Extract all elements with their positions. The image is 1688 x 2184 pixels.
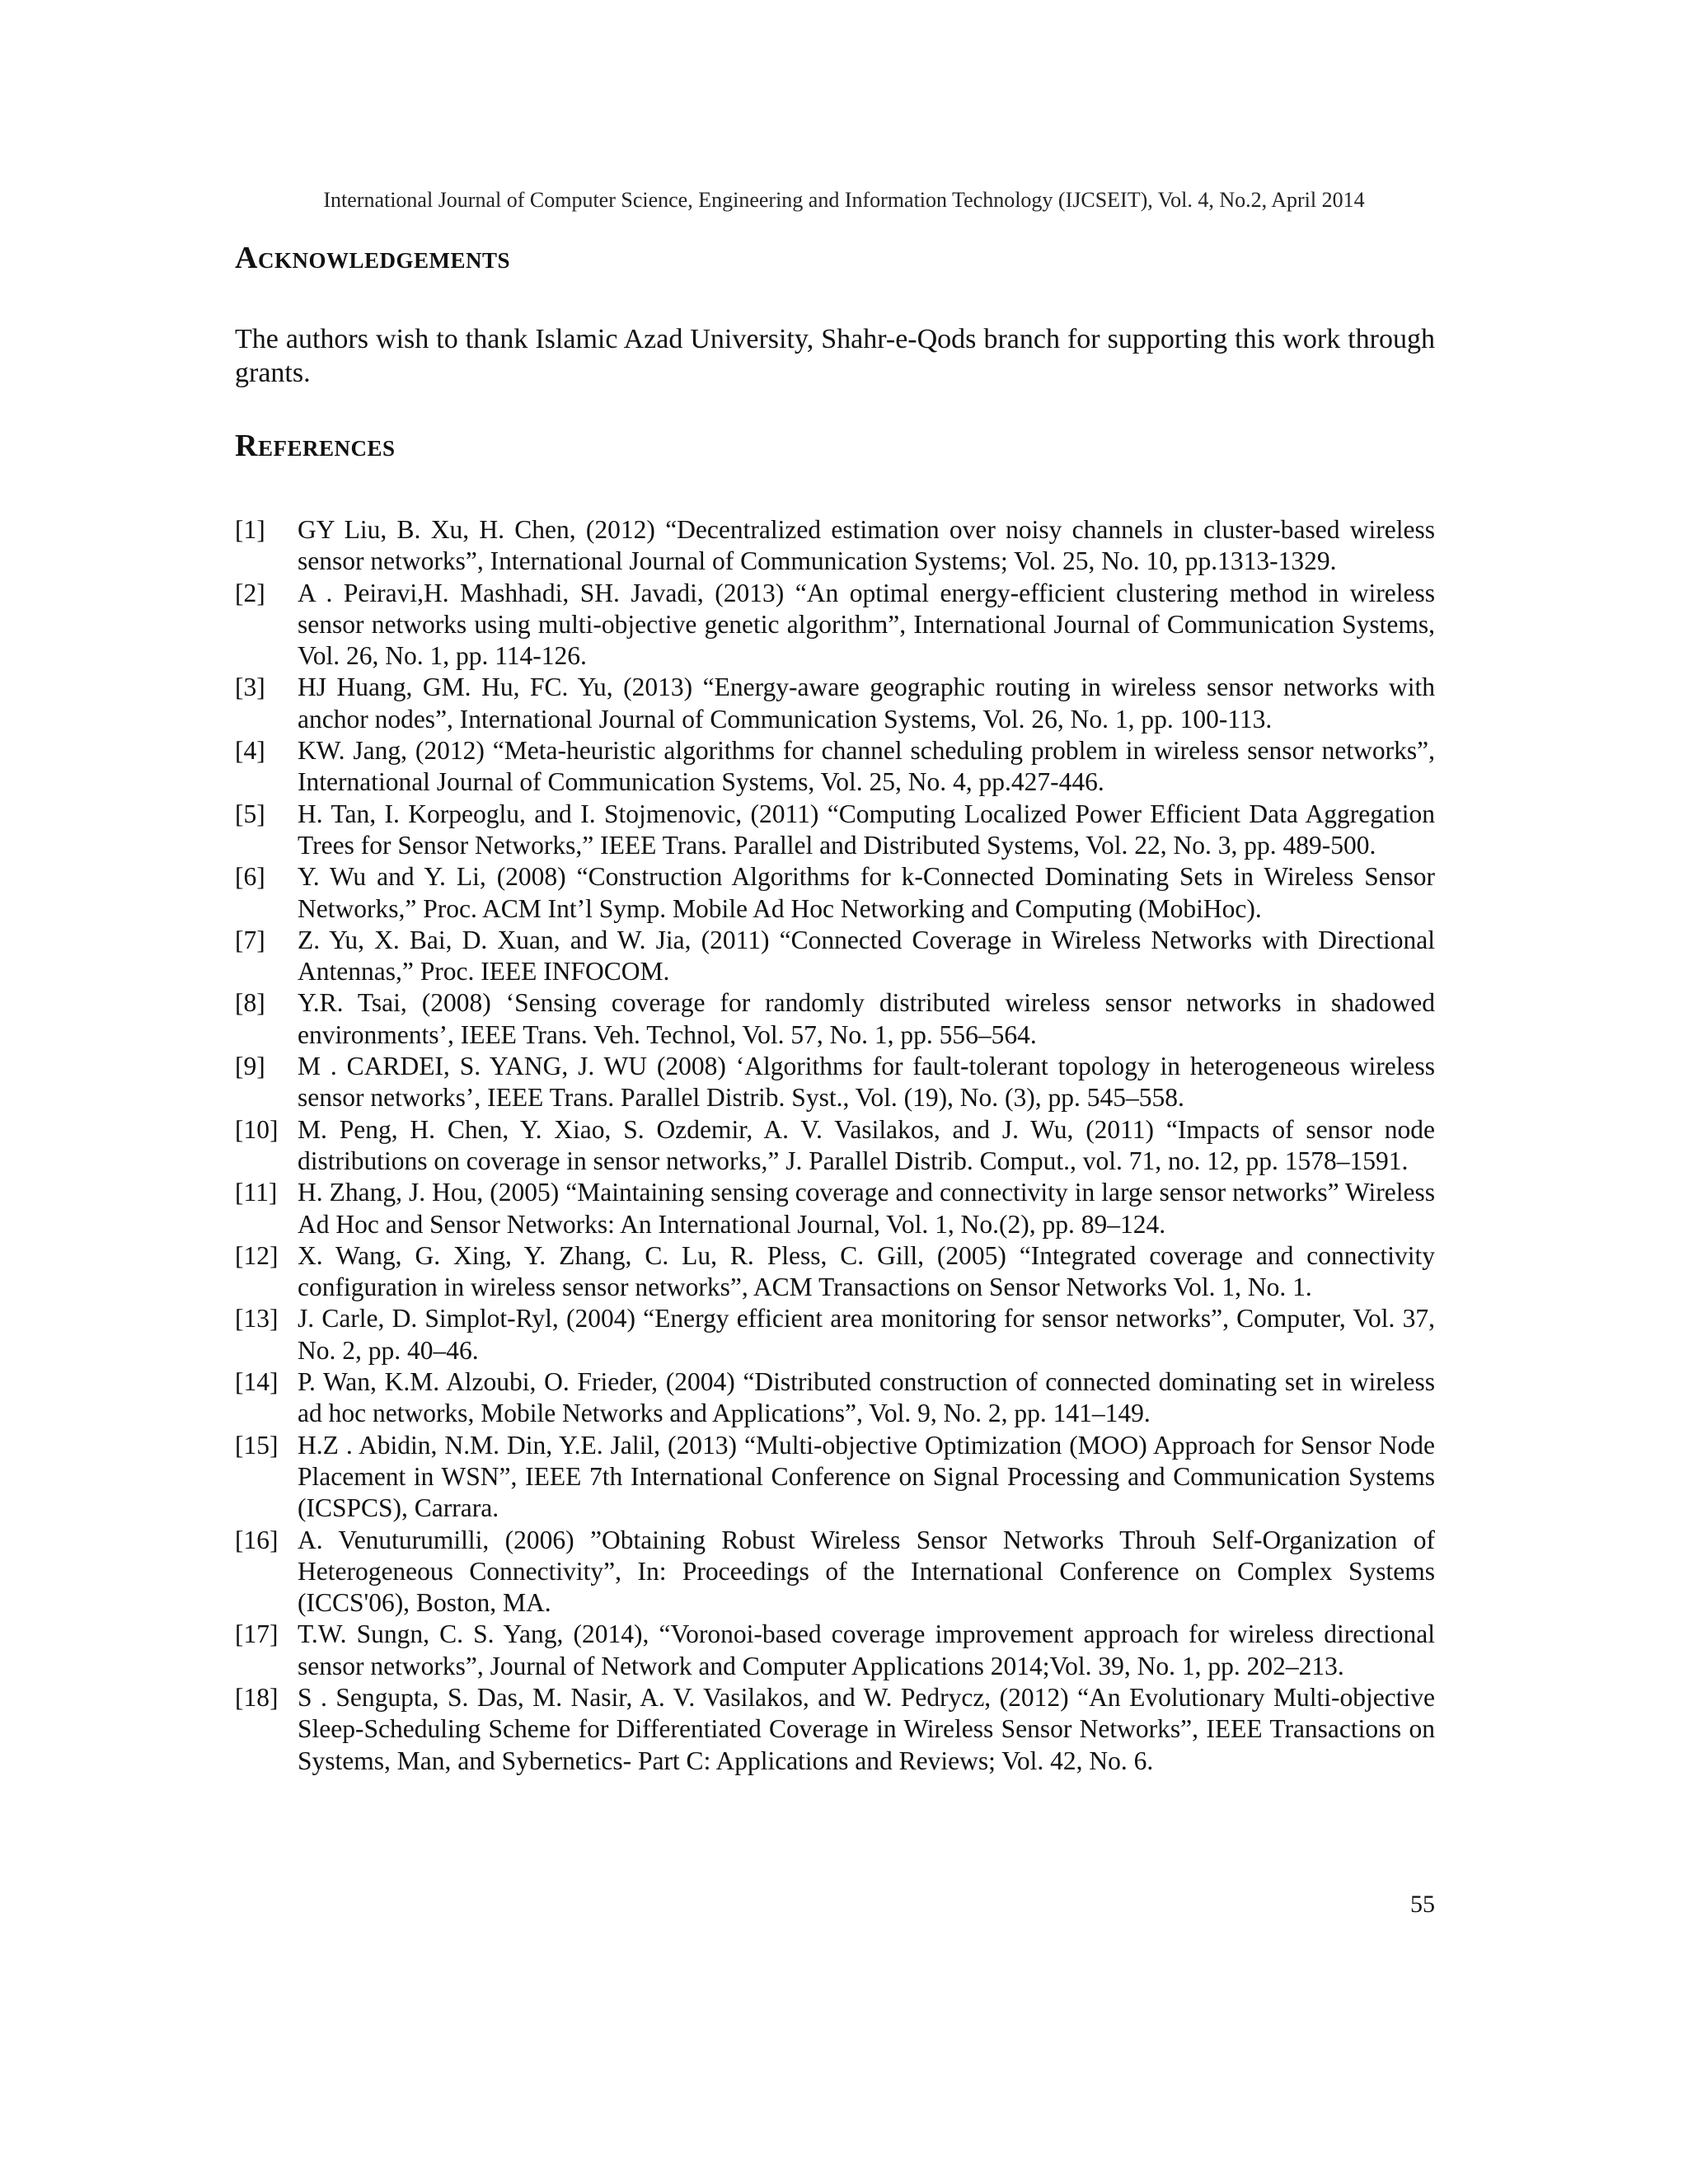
reference-text: X. Wang, G. Xing, Y. Zhang, C. Lu, R. Pless, C. Gill, (2005) “Integrated coverage and connectivity configuration in wireless sensor networks”, ACM Transactions on Sensor Networks Vol. 1, No. 1. bbox=[298, 1240, 1435, 1302]
reference-number: [1] bbox=[235, 515, 265, 544]
reference-number: [16] bbox=[235, 1525, 279, 1554]
reference-text: A. Venuturumilli, (2006) ”Obtaining Robust Wireless Sensor Networks Throuh Self-Organization of Heterogeneous Connectivity”, In: Proceedings of the International Conference on Complex Systems (ICCS'06), Boston, MA. bbox=[298, 1525, 1435, 1618]
reference-text: Y.R. Tsai, (2008) ‘Sensing coverage for randomly distributed wireless sensor networks in shadowed environments’, IEEE Trans. Veh. Technol, Vol. 57, No. 1, pp. 556–564. bbox=[298, 988, 1435, 1049]
references-heading: References bbox=[235, 429, 396, 463]
reference-number: [13] bbox=[235, 1304, 279, 1333]
reference-number: [18] bbox=[235, 1682, 279, 1712]
reference-number: [8] bbox=[235, 988, 265, 1018]
reference-item bbox=[235, 1366, 1435, 1430]
reference-number: [7] bbox=[235, 925, 265, 954]
reference-text: Z. Yu, X. Bai, D. Xuan, and W. Jia, (2011) “Connected Coverage in Wireless Networks with Directional Antennas,” Proc. IEEE INFOCOM. bbox=[298, 925, 1435, 987]
reference-text: M . CARDEI, S. YANG, J. WU (2008) ‘Algorithms for fault-tolerant topology in heterogeneous wireless sensor networks’, IEEE Trans. Parallel Distrib. Syst., Vol. (19), No. (3), pp. 545–558. bbox=[298, 1052, 1435, 1113]
reference-number: [3] bbox=[235, 673, 265, 702]
reference-number: [5] bbox=[235, 799, 265, 828]
reference-item bbox=[235, 1430, 1435, 1525]
reference-text: H. Tan, I. Korpeoglu, and I. Stojmenovic, (2011) “Computing Localized Power Efficient Data Aggregation Trees for Sensor Networks,” IEEE Trans. Parallel and Distributed Systems, Vol. 22, No. 3, pp. 489-500. bbox=[298, 799, 1435, 860]
reference-text: H. Zhang, J. Hou, (2005) “Maintaining sensing coverage and connectivity in large sensor networks” Wireless Ad Hoc and Sensor Networks: An International Journal, Vol. 1, No.(2), pp. 89–124. bbox=[298, 1178, 1435, 1239]
reference-number: [11] bbox=[235, 1178, 278, 1207]
reference-text: KW. Jang, (2012) “Meta-heuristic algorithms for channel scheduling problem in wireless sensor networks”, International Journal of Communication Systems, Vol. 25, No. 4, pp.427-446. bbox=[298, 736, 1435, 797]
reference-text: J. Carle, D. Simplot-Ryl, (2004) “Energy efficient area monitoring for sensor networks”, Computer, Vol. 37, No. 2, pp. 40–46. bbox=[298, 1304, 1435, 1365]
reference-number: [4] bbox=[235, 736, 265, 766]
reference-text: P. Wan, K.M. Alzoubi, O. Frieder, (2004) “Distributed construction of connected dominating set in wireless ad hoc networks, Mobile Networks and Applications”, Vol. 9, No. 2, pp. 141–149. bbox=[298, 1367, 1435, 1428]
reference-number: [6] bbox=[235, 862, 265, 892]
reference-item bbox=[235, 1619, 1435, 1682]
reference-item bbox=[235, 799, 1435, 862]
page-number: 55 bbox=[1410, 1891, 1435, 1918]
reference-item bbox=[235, 1682, 1435, 1777]
reference-text: Y. Wu and Y. Li, (2008) “Construction Algorithms for k-Connected Dominating Sets in Wireless Sensor Networks,” Proc. ACM Int’l Symp. Mobile Ad Hoc Networking and Computing (MobiHoc). bbox=[298, 862, 1435, 923]
reference-item bbox=[235, 672, 1435, 735]
reference-text: M. Peng, H. Chen, Y. Xiao, S. Ozdemir, A. V. Vasilakos, and J. Wu, (2011) “Impacts of sensor node distributions on coverage in sensor networks,” J. Parallel Distrib. Comput., vol. 71, no. 12, pp. 1578–1591. bbox=[298, 1114, 1435, 1175]
reference-item bbox=[235, 1240, 1435, 1304]
reference-item bbox=[235, 925, 1435, 988]
reference-item bbox=[235, 578, 1435, 673]
reference-item bbox=[235, 1303, 1435, 1366]
acknowledgements-body: The authors wish to thank Islamic Azad University, Shahr-e-Qods branch for supporting this work through grants. bbox=[235, 324, 1435, 388]
reference-text: HJ Huang, GM. Hu, FC. Yu, (2013) “Energy-aware geographic routing in wireless sensor networks with anchor nodes”, International Journal of Communication Systems, Vol. 26, No. 1, pp. 100-113. bbox=[298, 673, 1435, 733]
running-header: International Journal of Computer Science, Engineering and Information Technology (IJCSEIT), Vol. 4, No.2, April 2014 bbox=[323, 188, 1365, 212]
reference-item bbox=[235, 514, 1435, 578]
reference-number: [10] bbox=[235, 1114, 279, 1144]
reference-number: [15] bbox=[235, 1430, 279, 1460]
reference-text: H.Z . Abidin, N.M. Din, Y.E. Jalil, (2013) “Multi-objective Optimization (MOO) Approach for Sensor Node Placement in WSN”, IEEE 7th International Conference on Signal Processing and Communication Systems (ICSPCS), Carrara. bbox=[298, 1430, 1435, 1523]
reference-item bbox=[235, 861, 1435, 925]
reference-number: [17] bbox=[235, 1619, 279, 1649]
reference-number: [2] bbox=[235, 578, 265, 607]
reference-item bbox=[235, 1114, 1435, 1178]
reference-item bbox=[235, 1177, 1435, 1240]
reference-number: [12] bbox=[235, 1240, 279, 1270]
acknowledgements-heading: Acknowledgements bbox=[235, 241, 510, 275]
reference-item bbox=[235, 1525, 1435, 1619]
reference-text: GY Liu, B. Xu, H. Chen, (2012) “Decentralized estimation over noisy channels in cluster-based wireless sensor networks”, International Journal of Communication Systems; Vol. 25, No. 10, pp.1313-1329. bbox=[298, 515, 1435, 576]
reference-text: A . Peiravi,H. Mashhadi, SH. Javadi, (2013) “An optimal energy-efficient clustering method in wireless sensor networks using multi-objective genetic algorithm”, International Journal of Communication Systems, Vol. 26, No. 1, pp. 114-126. bbox=[298, 578, 1435, 671]
references-list bbox=[235, 514, 1435, 1777]
reference-number: [14] bbox=[235, 1367, 279, 1397]
reference-item bbox=[235, 1051, 1435, 1114]
reference-item bbox=[235, 987, 1435, 1051]
reference-number: [9] bbox=[235, 1052, 265, 1081]
reference-item bbox=[235, 735, 1435, 799]
reference-text: S . Sengupta, S. Das, M. Nasir, A. V. Vasilakos, and W. Pedrycz, (2012) “An Evolutionary Multi-objective Sleep-Scheduling Scheme for Differentiated Coverage in Wireless Sensor Networks”, IEEE Transactions on Systems, Man, and Sybernetics- Part C: Applications and Reviews; Vol. 42, No. 6. bbox=[298, 1682, 1435, 1775]
reference-text: T.W. Sungn, C. S. Yang, (2014), “Voronoi-based coverage improvement approach for wireless directional sensor networks”, Journal of Network and Computer Applications 2014;Vol. 39, No. 1, pp. 202–213. bbox=[298, 1619, 1435, 1680]
